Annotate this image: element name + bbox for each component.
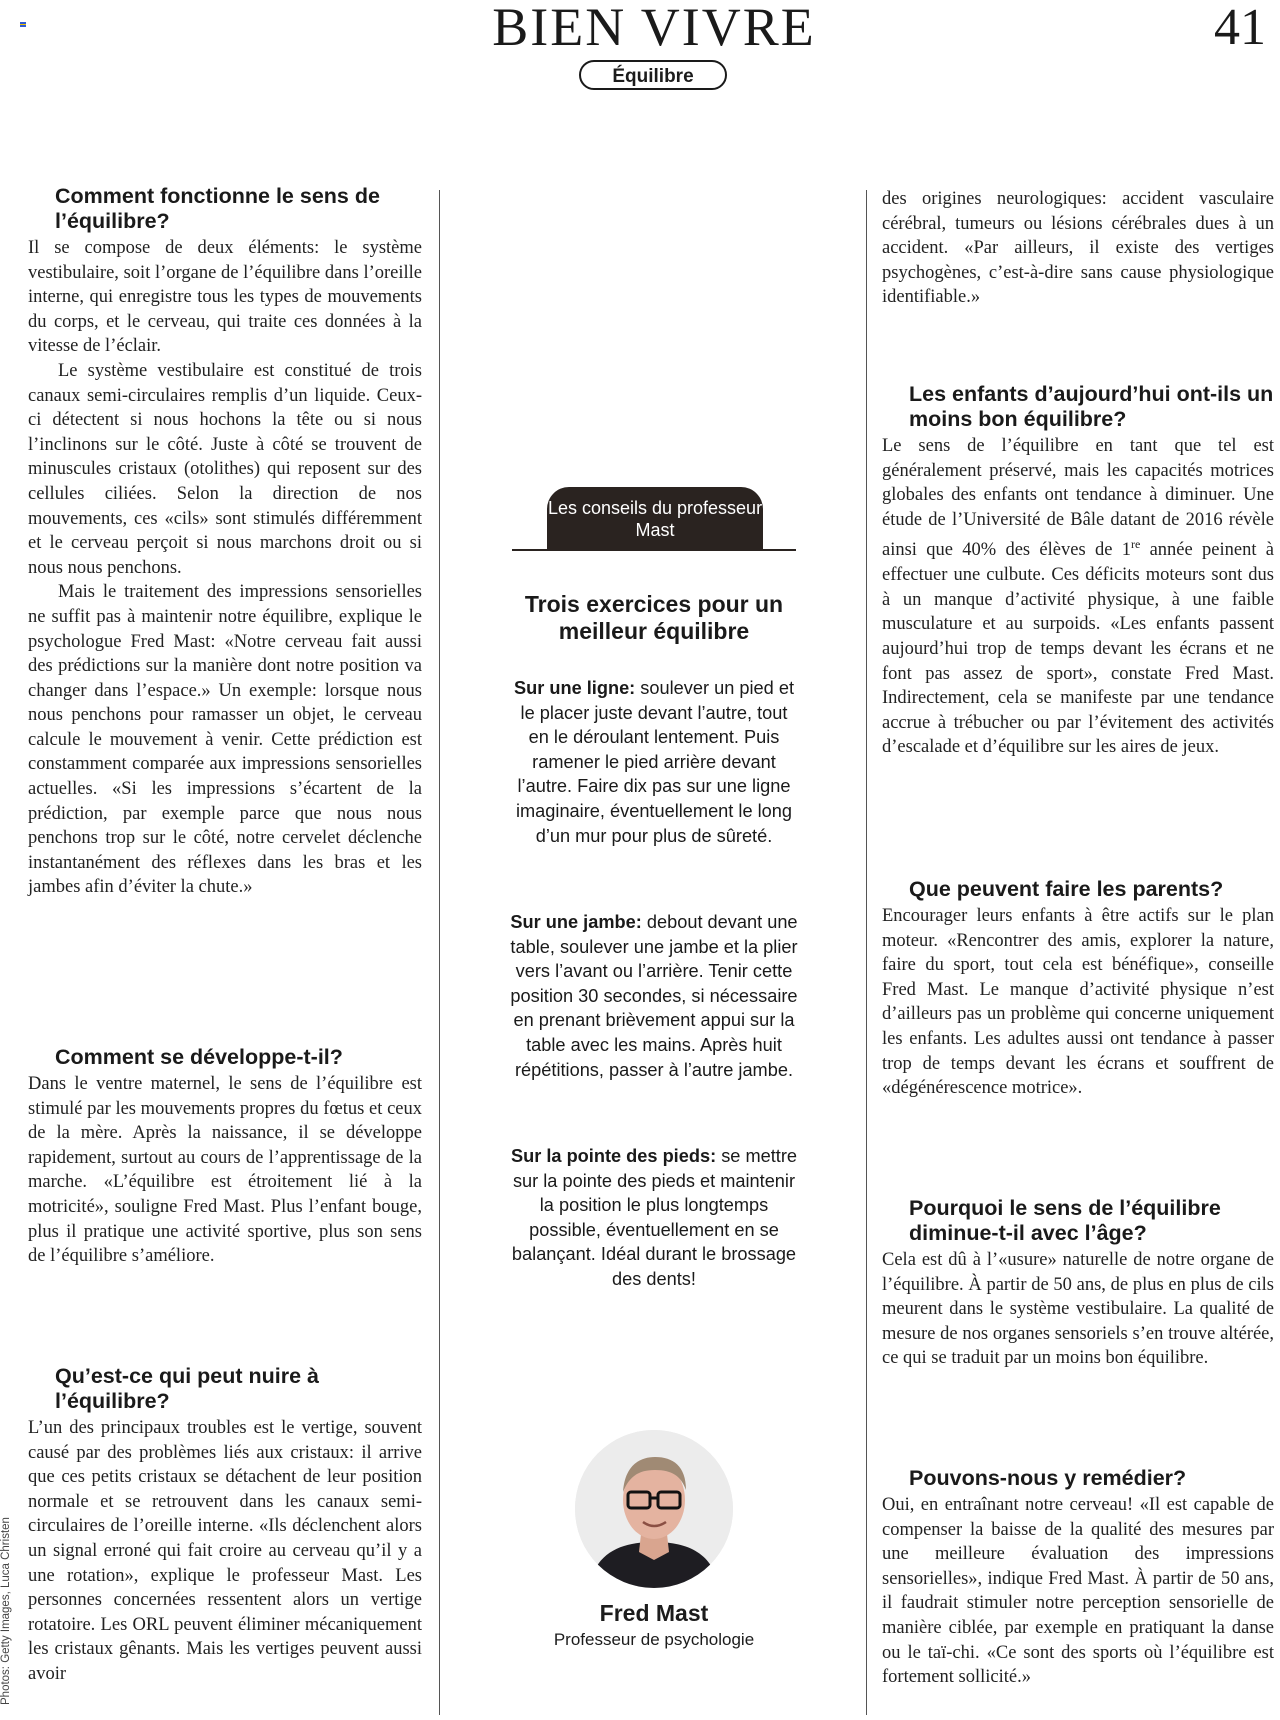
- paragraph: [882, 434, 1274, 760]
- right-column-section-6: [882, 1196, 1274, 1371]
- heading-aging: Pourquoi le sens de l’équilibre diminue-t-il avec l’âge?: [909, 1196, 1221, 1245]
- heading-children-balance: Les enfants d’aujourd’hui ont-ils un moins bon équilibre?: [909, 382, 1274, 431]
- paragraph: des origines neurologiques: accident vasculaire cérébral, tumeurs ou lésions cérébrales dues à un accident. «Par ailleurs, il existe des vertiges psychogènes, c’est-à-dire sans cause physiologique identifiable.»: [882, 189, 1274, 308]
- exercise-2: [508, 910, 800, 1082]
- paragraph: Encourager leurs enfants à être actifs sur le plan moteur. «Rencontrer des amis, explorer la nature, faire du sport, tout cela est bénéfique», conseille Fred Mast. Le manque d’activité physique n’est d’ailleurs pas un problème qui concerne uniquement les enfants. Les adultes aussi ont tendance à passer trop de temps devant les écrans et souffrent de «dégénérescence motrice».: [882, 906, 1274, 1099]
- column-rule-left: [439, 190, 440, 1715]
- paragraph: Oui, en entraînant notre cerveau! «Il est capable de compenser la baisse de la qualité des mesures par une meilleure évaluation des impressions sensorielles», indique Fred Mast. À partir de 50 ans, il faudrait stimuler notre perception sensorielle de manière ciblée, par exemple en pratiquant la danse ou le taï-chi. «Ce sont des sports où l’équilibre est fortement sollicité.»: [882, 1495, 1274, 1688]
- masthead: BIEN VIVRE: [492, 0, 816, 57]
- tips-tab: Les conseils du professeur Mast: [547, 487, 763, 549]
- right-column-intro: [882, 187, 1274, 310]
- exercise-1-text: soulever un pied et le placer juste devant l’autre, tout en le déroulant lentement. Puis ramener le pied arrière devant l’autre. Faire dix pas sur une ligne imaginaire, éventuellement le long d’un mur pour plus de sûreté.: [515, 678, 794, 846]
- paragraph-part: Le sens de l’équilibre en tant que tel est généralement préservé, mais les capacités motrices globales des enfants ont tendance à diminuer. Une étude de l’Université de Bâle datant de 2016 révèle ainsi que 40% des élèves de 1: [882, 436, 1274, 561]
- left-column-section-3: [28, 1364, 422, 1687]
- exercise-2-text: debout devant une table, soulever une jambe et la plier vers l’avant ou l’arrière. Tenir cette position 30 secondes, si nécessaire en prenant brièvement appui sur la table avec les mains. Après huit répétitions, passer à l’autre jambe.: [510, 912, 798, 1080]
- exercise-3: [508, 1144, 800, 1292]
- tips-tab-underline: [512, 549, 796, 551]
- section-pill: Équilibre: [579, 60, 727, 90]
- paragraph: Dans le ventre maternel, le sens de l’équilibre est stimulé par les mouvements propres du fœtus et ceux de la mère. Après la naissance, il se développe rapidement, surtout au cours de l’apprentissage de la marche. «L’équilibre est étroitement lié à la motricité», souligne Fred Mast. Plus l’enfant bouge, plus il pratique une activité sportive, plus son sens de l’équilibre s’améliore.: [28, 1074, 422, 1267]
- exercise-1: [508, 676, 800, 848]
- paragraph: Il se compose de deux éléments: le système vestibulaire, soit l’organe de l’équilibre dans l’oreille interne, qui enregistre tous les types de mouvements du corps, et le cerveau, qui traite ces données à la vitesse de l’éclair.: [28, 238, 422, 357]
- paragraph: Le système vestibulaire est constitué de trois canaux semi-circulaires remplis d’un liquide. Ceux-ci détectent si nous hochons la tête ou si nous l’inclinons sur le côté. Juste à côté se trouvent de minuscules cristaux (otolithes) qui reposent sur des cellules ciliées. Selon la direction de nos mouvements, ces «cils» sont stimulés différemment et le cerveau perçoit si nous marchons droit ou si nous nous penchons.: [28, 360, 422, 578]
- column-rule-right: [866, 190, 867, 1715]
- exercise-3-lead: Sur la pointe des pieds:: [510, 1146, 717, 1166]
- superscript: re: [1130, 537, 1141, 552]
- exercise-1-lead: Sur une ligne:: [513, 678, 636, 698]
- exercise-3-text: se mettre sur la pointe des pieds et maintenir la position le plus longtemps possible, éventuellement en se balançant. Idéal durant le brossage des dents!: [511, 1146, 797, 1289]
- heading-remedy: Pouvons-nous y remédier?: [909, 1466, 1187, 1490]
- paragraph: Cela est dû à l’«usure» naturelle de notre organe de l’équilibre. À partir de 50 ans, de plus en plus de cils meurent dans le système vestibulaire. La qualité de mesure de nos organes sensoriels s’en trouve altérée, ce qui se traduit par un moins bon équilibre.: [882, 1250, 1274, 1369]
- heading-what-harms-balance: Qu’est-ce qui peut nuire à l’équilibre?: [55, 1364, 320, 1413]
- person-role: Professeur de psychologie: [553, 1630, 755, 1649]
- portrait-photo: [575, 1430, 733, 1588]
- page-number: 41: [1214, 0, 1266, 56]
- heading-development: Comment se développe-t-il?: [55, 1045, 343, 1069]
- person-name: Fred Mast: [599, 1600, 709, 1626]
- tips-title: Trois exercices pour un meilleur équilibre: [524, 591, 784, 644]
- exercise-2-lead: Sur une jambe:: [510, 912, 642, 932]
- left-column: [28, 184, 422, 900]
- paragraph: L’un des principaux troubles est le vertige, souvent causé par des problèmes liés aux cristaux: il arrive que ces petits cristaux se détachent de leur position normale et se retrouvent dans les canaux semi-circulaires de l’oreille interne. «Ils déclenchent alors un signal erroné qui fait croire au cerveau qu’il y a une rotation», explique le professeur Mast. Les personnes concernées ressentent alors un vertige rotatoire. Les ORL peuvent éliminer mécaniquement les cristaux gênants. Mais les vertiges peuvent aussi avoir: [28, 1418, 422, 1684]
- right-column-section-5: [882, 877, 1274, 1101]
- right-column-section-4: [882, 382, 1274, 760]
- right-column-section-7: [882, 1466, 1274, 1690]
- photo-credit: Photos: Getty Images, Luca Christen: [0, 1517, 12, 1705]
- left-column-section-2: [28, 1045, 422, 1269]
- paragraph: Mais le traitement des impressions sensorielles ne suffit pas à maintenir notre équilibre, explique le psychologue Fred Mast: «Notre cerveau fait aussi des prédictions sur la manière dont notre position va changer dans l’espace.» Un exemple: lorsque nous nous penchons pour ramasser un objet, le cerveau calcule le mouvement à venir. Cette prédiction est constamment comparée aux impressions sensorielles actuelles. «Si les impressions s’écartent de la prédiction, par exemple parce que nous nous penchons trop sur le côté, notre cervelet déclenche instantanément des réflexes dans les bras et les jambes afin d’éviter la chute.»: [28, 582, 422, 898]
- paragraph-part: année peinent à effectuer une culbute. Ces déficits moteurs sont dus à un manque d’activité physique, à une faible musculature et au surpoids. «Les enfants passent aujourd’hui trop de temps devant les écrans et ne font pas assez de sport», constate Fred Mast. Indirectement, cela se manifeste par une tendance accrue à trébucher ou par l’évitement des activités d’escalade et d’équilibre sur les aires de jeux.: [882, 540, 1274, 758]
- heading-how-balance-works: Comment fonctionne le sens de l’équilibre?: [55, 184, 380, 233]
- heading-parents: Que peuvent faire les parents?: [909, 877, 1224, 901]
